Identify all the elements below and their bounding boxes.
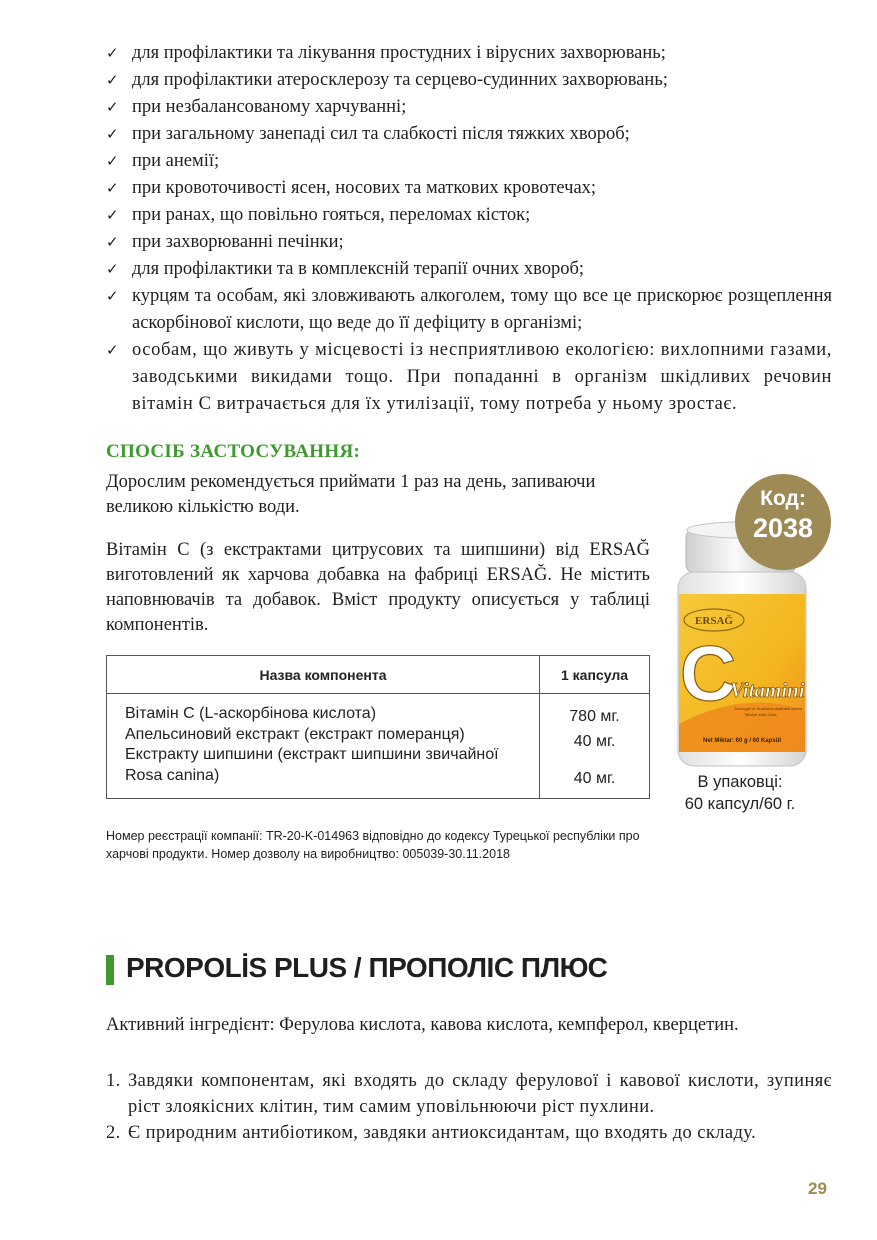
- list-item: ✓ для профілактики та в комплексній терапії очних хвороб;: [106, 256, 832, 283]
- component-name: Вітамін С (L-аскорбінова кислота): [125, 705, 377, 722]
- checkmark-icon: ✓: [106, 206, 119, 224]
- component-names-cell: [107, 694, 540, 799]
- checkmark-icon: ✓: [106, 98, 119, 116]
- list-item: ✓ при ранах, що повільно гояться, переломах кісток;: [106, 202, 832, 229]
- list-item: ✓ для профілактики та лікування простудних і вірусних захворювань;: [106, 40, 832, 67]
- registration-note: Номер реєстрації компанії: TR-20-K-014963 відповідно до кодексу Турецької республіки про харчові продукти. Номер дозволу на виробництво: 005039-30.11.2018: [106, 829, 640, 861]
- indications-list: [106, 40, 832, 418]
- product-code-badge: [735, 474, 831, 570]
- checkmark-icon: ✓: [106, 260, 119, 278]
- section-title-bar: [106, 955, 114, 985]
- list-number: 2.: [106, 1123, 121, 1143]
- active-ingredient-text: Активний інгредієнт: Ферулова кислота, кавова кислота, кемпферол, кверцетин.: [106, 1015, 739, 1035]
- checkmark-icon: ✓: [106, 44, 119, 62]
- dose-text: Дорослим рекомендується приймати 1 раз на день, запиваючи великою кількістю води.: [106, 472, 596, 517]
- checkmark-icon: ✓: [106, 233, 119, 251]
- components-table: [106, 655, 650, 799]
- bottle-small-text: Turunçgil ve Kuşburnu ekstraktı içeren: [734, 706, 803, 711]
- code-label: Код:: [760, 487, 806, 510]
- list-item: 2. Є природним антибіотиком, завдяки антиоксидантам, що входять до складу.: [106, 1120, 832, 1146]
- list-item: ✓ особам, що живуть у місцевості із несприятливою екологією: вихлопними газами, заводськими викидами тощо. При попаданні в організм шкідливих речовин вітамін С витрачається для їх утилізації, тому потреба у ньому зростає.: [106, 337, 832, 418]
- page-number: 29: [808, 1179, 827, 1198]
- checkmark-icon: ✓: [106, 179, 119, 197]
- list-number: 1.: [106, 1071, 121, 1091]
- product-info-text: Вітамін С (з екстрактами цитрусових та шипшини) від ERSAĞ виготовлений як харчова добавка на фабриці ERSAĞ. Не містить наповнювачів та добавок. Вміст продукту описується у таблиці компонентів.: [106, 540, 650, 635]
- bottle-word-text: Vitamini: [730, 678, 805, 702]
- list-item: ✓ при загальному занепаді сил та слабкості після тяжких хвороб;: [106, 121, 832, 148]
- list-item: ✓ при незбалансованому харчуванні;: [106, 94, 832, 121]
- package-caption: [662, 771, 818, 815]
- component-amount: 40 мг.: [573, 732, 616, 750]
- component-amount: 780 мг.: [569, 708, 620, 725]
- component-amount: 40 мг.: [573, 770, 616, 787]
- list-item: ✓ при анемії;: [106, 148, 832, 175]
- bottle-brand-text: ERSAĞ: [695, 615, 733, 627]
- usage-heading: СПОСІБ ЗАСТОСУВАННЯ:: [106, 441, 361, 462]
- section-title: PROPOLİS PLUS / ПРОПОЛІС ПЛЮС: [126, 952, 608, 983]
- package-caption-line: 60 капсул/60 г.: [684, 795, 796, 813]
- bottle-letter-text: C: [680, 629, 737, 717]
- checkmark-icon: ✓: [106, 287, 119, 305]
- checkmark-icon: ✓: [106, 71, 119, 89]
- list-item: ✓ при кровоточивості ясен, носових та маткових кровотечах;: [106, 175, 832, 202]
- table-row: [107, 694, 650, 799]
- component-amounts-cell: [540, 694, 650, 799]
- list-item: ✓ при захворюванні печінки;: [106, 229, 832, 256]
- column-header-name: Назва компонента: [107, 656, 540, 694]
- list-item: 1. Завдяки компонентам, які входять до складу ферулової і кавової кислоти, зупиняє ріст злоякісних клітин, тим самим уповільнюючи ріст пухлини.: [106, 1068, 832, 1120]
- list-item: ✓ курцям та особам, які зловживають алкоголем, тому що все це прискорює розщеплення аскорбінової кислоти, що веде до її дефіциту в організмі;: [106, 283, 832, 337]
- package-caption-line: В упаковці:: [697, 773, 783, 791]
- component-name: Апельсиновий екстракт (екстракт померанця): [125, 725, 465, 743]
- bottle-bottom-text: Net Miktar: 60 g / 60 Kapsül: [702, 738, 782, 744]
- table-header-row: [107, 656, 650, 694]
- checkmark-icon: ✓: [106, 125, 119, 143]
- checkmark-icon: ✓: [106, 152, 119, 170]
- column-header-amount: 1 капсула: [540, 656, 650, 694]
- propolis-benefits-list: [106, 1068, 832, 1146]
- checkmark-icon: ✓: [106, 341, 120, 359]
- list-item: ✓ для профілактики атеросклерозу та серцево-судинних захворювань;: [106, 67, 832, 94]
- bottle-small-text: Takviye edici Gıda: [744, 712, 777, 717]
- code-number: 2038: [752, 513, 814, 543]
- component-name: Екстракту шипшини (екстракт шипшини звичайної Rosa canina): [125, 746, 499, 784]
